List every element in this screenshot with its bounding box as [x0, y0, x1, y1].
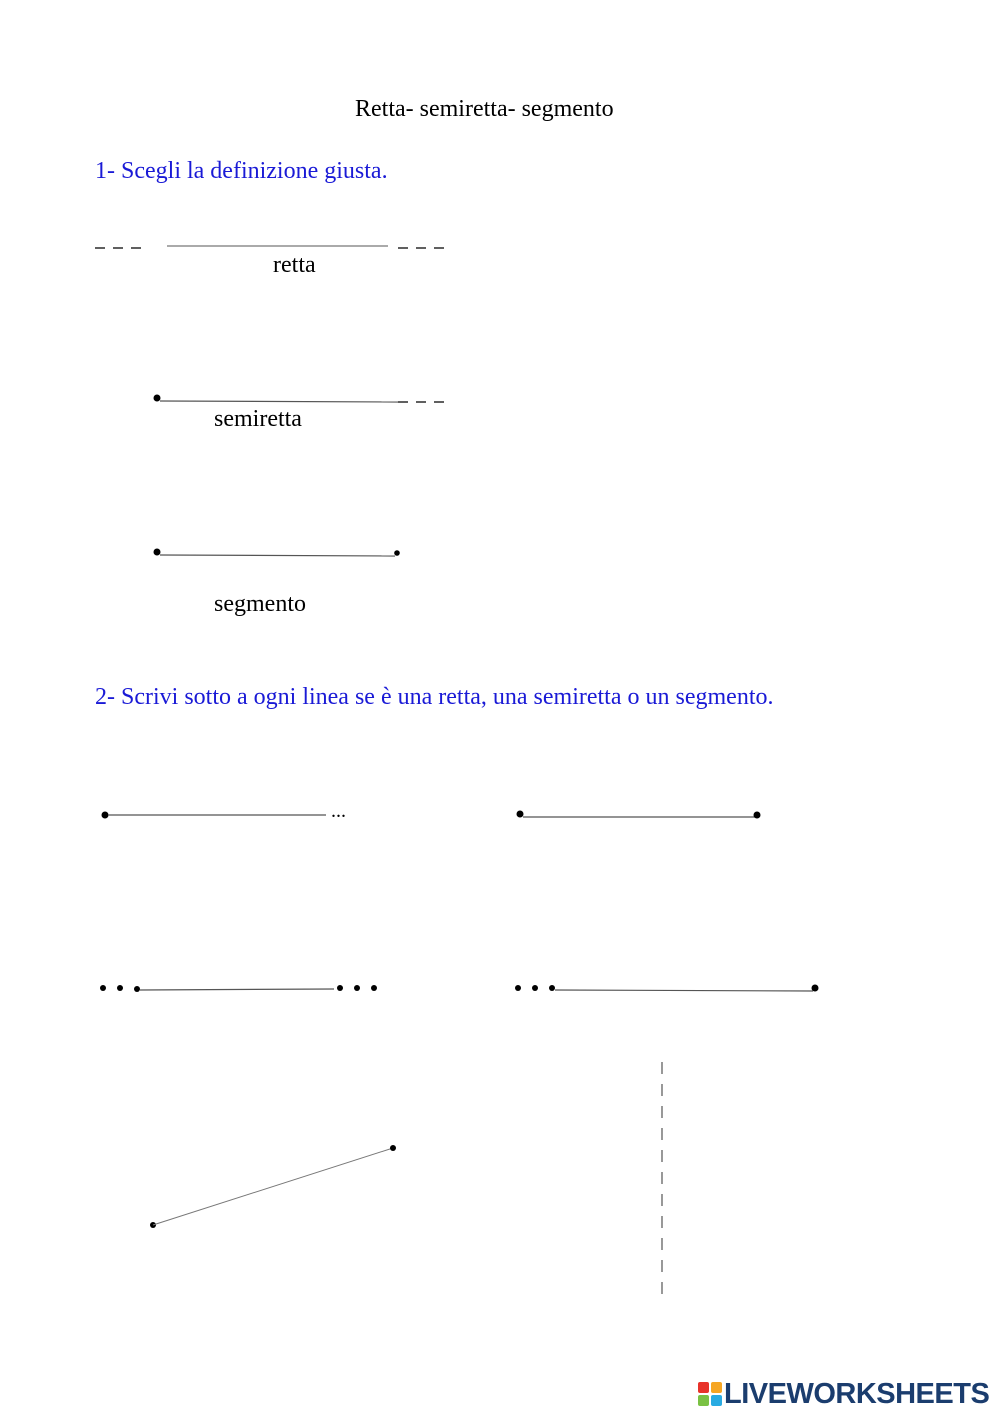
- logo-tiles-icon: [698, 1382, 722, 1406]
- endpoint-dot-right: [390, 1145, 396, 1151]
- endpoint-dot-right: [394, 550, 400, 556]
- dot: [134, 986, 140, 992]
- exercise2-figure-a: [102, 812, 327, 819]
- endpoint-dot-left: [517, 811, 524, 818]
- exercise2-figure-d: [515, 985, 819, 992]
- logo-text: LIVEWORKSHEETS: [724, 1377, 990, 1410]
- dot: [549, 985, 555, 991]
- dot: [117, 985, 123, 991]
- liveworksheets-logo: [698, 1378, 989, 1410]
- figure-retta: [95, 246, 452, 248]
- dot: [515, 985, 521, 991]
- endpoint-dot: [812, 985, 819, 992]
- dot: [337, 985, 343, 991]
- exercise-1-instruction: 1- Scegli la definizione giusta.: [95, 158, 388, 184]
- exercise-2-instruction: 2- Scrivi sotto a ogni linea se è una retta, una semiretta o un segmento.: [95, 684, 774, 710]
- endpoint-dot: [102, 812, 109, 819]
- label-retta: retta: [273, 252, 316, 278]
- figure-semiretta: [154, 395, 453, 403]
- line-body: [555, 990, 813, 991]
- page-title: Retta- semiretta- segmento: [355, 96, 614, 122]
- label-segmento: segmento: [214, 591, 306, 617]
- line-body: [153, 1148, 393, 1225]
- exercise2-figure-b: [517, 811, 761, 819]
- figure-segmento: [154, 549, 400, 557]
- line-body: [140, 989, 334, 990]
- label-semiretta: semiretta: [214, 406, 302, 432]
- endpoint-dot-left: [154, 549, 161, 556]
- dot: [371, 985, 377, 991]
- dot: [354, 985, 360, 991]
- ellipsis-text: ...: [331, 800, 346, 822]
- exercise2-figure-c: [100, 985, 377, 992]
- endpoint-dot: [154, 395, 161, 402]
- line-body: [160, 401, 398, 402]
- exercise2-figure-e: [150, 1145, 396, 1228]
- dot: [100, 985, 106, 991]
- line-body: [160, 555, 395, 556]
- endpoint-dot-right: [754, 812, 761, 819]
- dot: [532, 985, 538, 991]
